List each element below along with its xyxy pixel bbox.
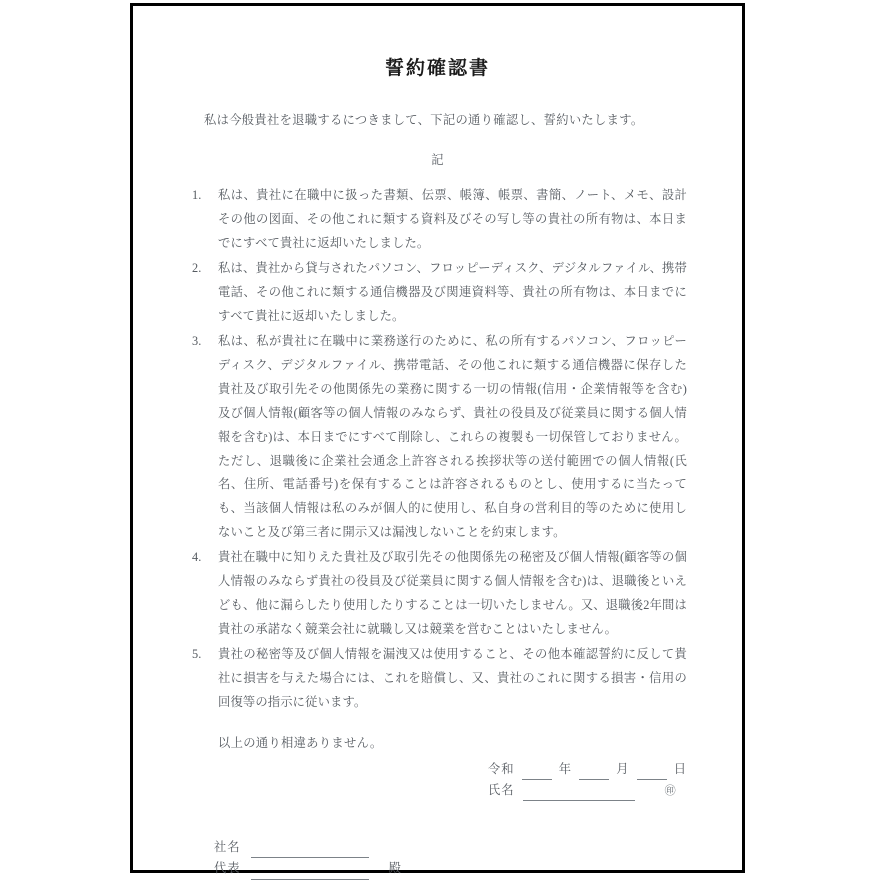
document-page-frame <box>130 3 745 876</box>
month-input-blank[interactable] <box>579 767 609 780</box>
month-label: 月 <box>616 762 630 777</box>
intro-paragraph: 私は今般貴社を退職するにつきまして、下記の通り確認し、誓約いたします。 <box>204 112 644 127</box>
representative-name-blank[interactable] <box>251 867 369 880</box>
clause-text: 私は、貴社から貸与されたパソコン、フロッピーディスク、デジタルファイル、携帯電話、その他これに類する通信機器及び関連資料等、貴社の所有物は、本日までにすべて貴社に返却いたしました。 <box>218 260 687 323</box>
closing-statement: 以上の通り相違ありません。 <box>218 736 383 751</box>
company-name-row <box>214 837 687 859</box>
company-name-label: 社名 <box>214 839 241 854</box>
representative-row <box>214 858 687 880</box>
year-label: 年 <box>558 762 573 777</box>
company-name-blank[interactable] <box>251 845 369 858</box>
clause-list <box>188 184 687 715</box>
ki-marker: 記 <box>431 152 444 167</box>
era-label: 令和 <box>488 762 515 777</box>
company-block <box>188 837 687 880</box>
clause-number: 4. <box>192 550 202 565</box>
clause-number: 2. <box>192 260 202 275</box>
name-input-blank[interactable] <box>523 788 635 801</box>
day-input-blank[interactable] <box>637 767 667 780</box>
clause-text: 私は、貴社に在職中に扱った書類、伝票、帳簿、帳票、書簡、ノート、メモ、設計その他の図面、その他これに類する資料及びその写し等の貴社の所有物は、本日までにすべて貴社に返却いたしました。 <box>218 187 687 250</box>
date-row <box>488 759 687 780</box>
clause-text: 貴社在職中に知りえた貴社及び取引先その他関係先の秘密及び個人情報(顧客等の個人情報のみならず貴社の役員及び従業員に関する個人情報を含む)は、退職後といえども、他に漏らしたり使用したりすることは一切いたしません。又、退職後2年間は貴社の承諾なく競業会社に就職し又は競業を営むことはいたしません。 <box>218 550 687 637</box>
seal-stamp-icon: ㊞ <box>664 785 676 798</box>
year-input-blank[interactable] <box>522 767 552 780</box>
clause-number: 3. <box>192 333 202 348</box>
name-label: 氏名 <box>488 783 515 798</box>
clause-text: 私は、私が貴社に在職中に業務遂行のために、私の所有するパソコン、フロッピーディスク、デジタルファイル、携帯電話、その他これに類する通信機器に保存した貴社及び取引先その他関係先の業務に関する一切の情報(信用・企業情報等を含む)及び個人情報(顧客等の個人情報のみならず、貴社の役員及び従業員に関する個人情報を含む)は、本日までにすべて削除し、これらの複製も一切保管しておりません。ただし、退職後に企業社会通念上許容される挨拶状等の送付範囲での個人情報(氏名、住所、電話番号)を保有することは許容されるものとし、使用するに当たっても、当該個人情報は私のみが個人的に使用し、私自身の営利目的等のために使用しないこと及び第三者に開示又は漏洩しないことを約束します。 <box>218 333 687 540</box>
clause-item <box>188 184 687 256</box>
clause-item <box>188 546 687 642</box>
signature-block <box>188 759 687 801</box>
name-row <box>488 780 687 801</box>
clause-item <box>188 257 687 329</box>
clause-number: 5. <box>192 647 202 662</box>
document-body <box>133 6 742 876</box>
page-title: 誓約確認書 <box>384 58 490 79</box>
clause-number: 1. <box>192 187 202 202</box>
honorific-label: 殿 <box>388 861 402 876</box>
clause-text: 貴社の秘密等及び個人情報を漏洩又は使用すること、その他本確認誓約に反して貴社に損害を与えた場合には、これを賠償し、又、貴社のこれに関する損害・信用の回復等の指示に従います。 <box>218 647 687 710</box>
clause-item <box>188 643 687 715</box>
clause-item <box>188 330 687 546</box>
representative-label: 代表 <box>214 861 241 876</box>
day-label: 日 <box>673 762 688 777</box>
